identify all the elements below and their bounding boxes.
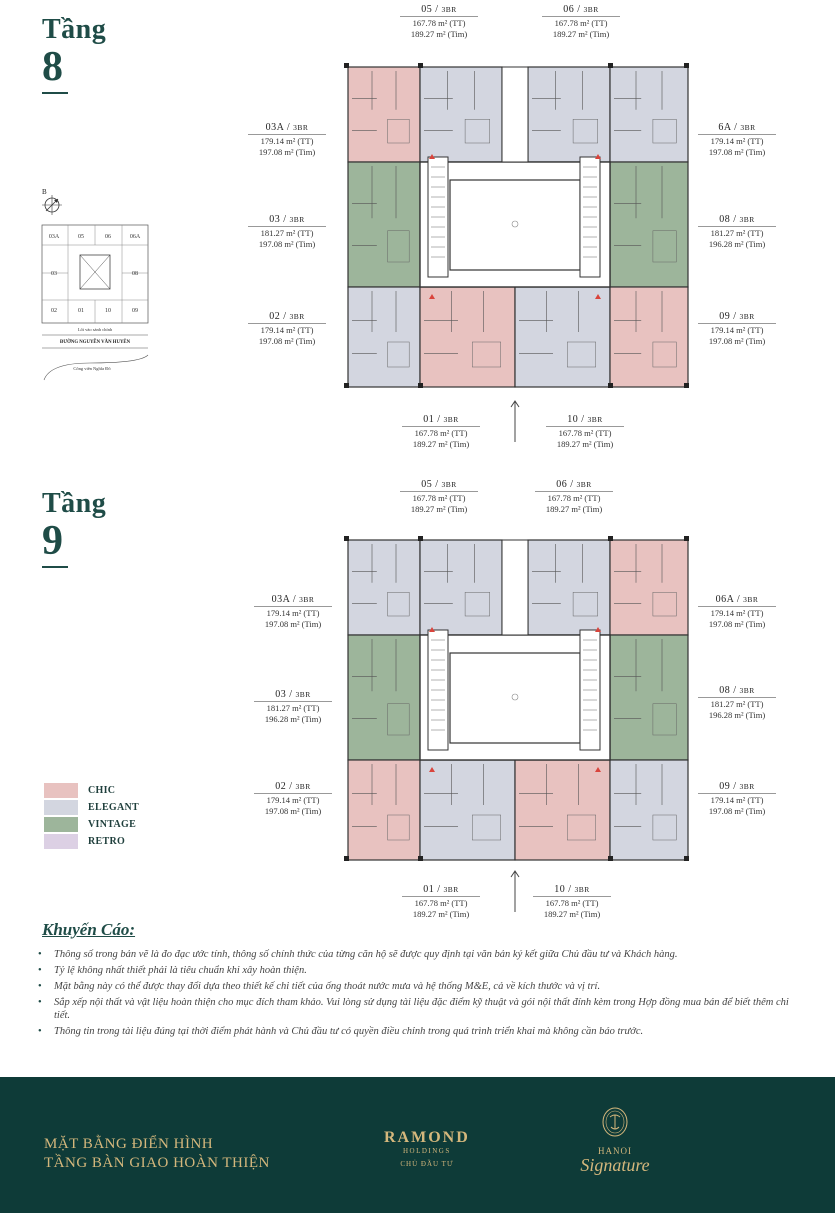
key-cell-06: 06 <box>105 234 111 240</box>
street-label: ĐƯỜNG NGUYỄN VĂN HUYÊN <box>59 340 131 345</box>
disclaimer-item: • Sắp xếp nội thất và vật liệu hoàn thiện cho mục đích tham khảo. Vui lòng sử dụng tài liệu đặc điểm kỹ thuật và gói nội thất đính kèm trong Hợp đồng mua bán để biết thêm chi tiết. <box>38 997 789 1021</box>
floor-9-plan <box>340 535 696 865</box>
unit-label-09: 09 / 3BR 179.14 m² (TT) 197.08 m² (Tim) <box>682 311 792 347</box>
unit-label-06a: 06A / 3BR 179.14 m² (TT) 197.08 m² (Tim) <box>682 594 792 630</box>
stair-core <box>580 630 600 750</box>
ramond-holdings-logo: RAMOND HOLDINGS CHỦ ĐẦU TƯ <box>384 1129 470 1168</box>
unit-01 <box>420 287 515 387</box>
unit-label-08: 08 / 3BR 181.27 m² (TT) 196.28 m² (Tim) <box>682 214 792 250</box>
key-cell-09: 09 <box>132 308 138 314</box>
unit-label-02: 02 / 3BR 179.14 m² (TT) 197.08 m² (Tim) <box>232 311 342 347</box>
unit-10 <box>515 760 610 860</box>
unit-02 <box>348 287 420 387</box>
compass-icon <box>42 195 62 215</box>
key-cell-03a: 03A <box>48 234 60 240</box>
entrance-arrow-icon <box>508 868 522 914</box>
unit-05 <box>420 67 502 162</box>
disclaimer-title: Khuyến Cáo: <box>42 920 136 939</box>
legend-item-chic: CHIC <box>44 782 139 798</box>
floor-plan-drawing <box>340 62 696 392</box>
unit-09 <box>610 287 688 387</box>
unit-label-08: 08 / 3BR 181.27 m² (TT) 196.28 m² (Tim) <box>682 685 792 721</box>
floor-number: 8 <box>42 46 68 94</box>
floor-number: 9 <box>42 520 68 568</box>
disclaimer-item: • Tỷ lệ không nhất thiết phải là tiêu chuẩn khi xây hoàn thiện. <box>38 965 307 976</box>
unit-01 <box>420 760 515 860</box>
unit-02 <box>348 760 420 860</box>
key-cell-10: 10 <box>105 308 111 314</box>
unit-label-02: 02 / 3BR 179.14 m² (TT) 197.08 m² (Tim) <box>238 781 348 817</box>
unit-03a <box>348 67 420 162</box>
legend-swatch <box>44 817 78 832</box>
unit-label-05: 05 / 3BR 167.78 m² (TT) 189.27 m² (Tim) <box>384 4 494 40</box>
legend-item-retro: RETRO <box>44 833 139 849</box>
unit-08 <box>610 635 688 760</box>
legend-item-vintage: VINTAGE <box>44 816 139 832</box>
signature-emblem-icon <box>600 1107 630 1139</box>
unit-label-03a: 03A / 3BR 179.14 m² (TT) 197.08 m² (Tim) <box>232 122 342 158</box>
unit-10 <box>515 287 610 387</box>
site-key-map <box>30 185 160 395</box>
floor-word: Tầng <box>42 14 107 45</box>
key-cell-03: 03 <box>51 271 57 277</box>
unit-label-06: 06 / 3BR 167.78 m² (TT) 189.27 m² (Tim) <box>526 4 636 40</box>
unit-label-06: 06 / 3BR 167.78 m² (TT) 189.27 m² (Tim) <box>519 479 629 515</box>
unit-label-03a: 03A / 3BR 179.14 m² (TT) 197.08 m² (Tim) <box>238 594 348 630</box>
unit-06a <box>610 540 688 635</box>
footer-title: MẶT BẰNG ĐIỂN HÌNH TẦNG BÀN GIAO HOÀN THIỆN <box>44 1136 270 1171</box>
footer-banner <box>0 1077 835 1213</box>
key-cell-02: 02 <box>51 308 57 314</box>
unit-label-03: 03 / 3BR 181.27 m² (TT) 196.28 m² (Tim) <box>238 689 348 725</box>
unit-label-01: 01 / 3BR 167.78 m² (TT) 189.27 m² (Tim) <box>386 884 496 920</box>
unit-label-06a: 6A / 3BR 179.14 m² (TT) 197.08 m² (Tim) <box>682 122 792 158</box>
park-label: Công viên Nghĩa Đô <box>73 366 111 371</box>
key-cell-06a: 06A <box>129 234 141 240</box>
floor-9-title <box>42 488 106 568</box>
disclaimer-section <box>36 920 806 1041</box>
unit-08 <box>610 162 688 287</box>
unit-label-01: 01 / 3BR 167.78 m² (TT) 189.27 m² (Tim) <box>386 414 496 450</box>
unit-label-05: 05 / 3BR 167.78 m² (TT) 189.27 m² (Tim) <box>384 479 494 515</box>
unit-06 <box>528 540 610 635</box>
unit-05 <box>420 540 502 635</box>
unit-label-10: 10 / 3BR 167.78 m² (TT) 189.27 m² (Tim) <box>517 884 627 920</box>
floor-plan-drawing <box>340 535 696 865</box>
floor-8-plan <box>340 62 696 392</box>
disclaimer-item: • Thông tin trong tài liệu đúng tại thời điểm phát hành và Chủ đầu tư có quyền điều chỉnh trong quá trình triển khai mà không cần báo trước. <box>38 1026 644 1037</box>
disclaimer-list <box>36 948 806 1038</box>
key-cell-01: 01 <box>78 308 84 314</box>
unit-06 <box>528 67 610 162</box>
disclaimer-item: • Mặt bằng này có thể được thay đổi dựa theo thiết kế chi tiết của ống thoát nước mưa và hệ thống M&E, cả về kích thước và vị trí. <box>38 981 601 992</box>
stair-core <box>428 630 448 750</box>
unit-03a <box>348 540 420 635</box>
unit-label-10: 10 / 3BR 167.78 m² (TT) 189.27 m² (Tim) <box>530 414 640 450</box>
hanoi-signature-logo: HANOI Signature <box>560 1107 670 1174</box>
legend-item-elegant: ELEGANT <box>44 799 139 815</box>
unit-06a <box>610 67 688 162</box>
legend-swatch <box>44 800 78 815</box>
unit-03 <box>348 162 420 287</box>
style-legend <box>44 782 139 850</box>
key-map-diagram <box>30 185 160 395</box>
legend-swatch <box>44 783 78 798</box>
floor-8-title <box>42 14 106 94</box>
compass-label: B <box>42 188 47 196</box>
key-cell-08: 08 <box>132 271 138 277</box>
stair-core <box>428 157 448 277</box>
main-entrance-label: Lối vào sảnh chính <box>77 327 113 332</box>
key-cell-05: 05 <box>78 234 84 240</box>
unit-label-09: 09 / 3BR 179.14 m² (TT) 197.08 m² (Tim) <box>682 781 792 817</box>
stair-core <box>580 157 600 277</box>
unit-03 <box>348 635 420 760</box>
unit-09 <box>610 760 688 860</box>
entrance-arrow-icon <box>508 398 522 444</box>
disclaimer-item: • Thông số trong bản vẽ là đo đạc ước tính, thông số chính thức của từng căn hộ sẽ được quy định tại văn bản ký kết giữa Chủ đầu tư và Khách hàng. <box>38 949 678 960</box>
floor-word: Tầng <box>42 488 107 519</box>
legend-swatch <box>44 834 78 849</box>
unit-label-03: 03 / 3BR 181.27 m² (TT) 197.08 m² (Tim) <box>232 214 342 250</box>
